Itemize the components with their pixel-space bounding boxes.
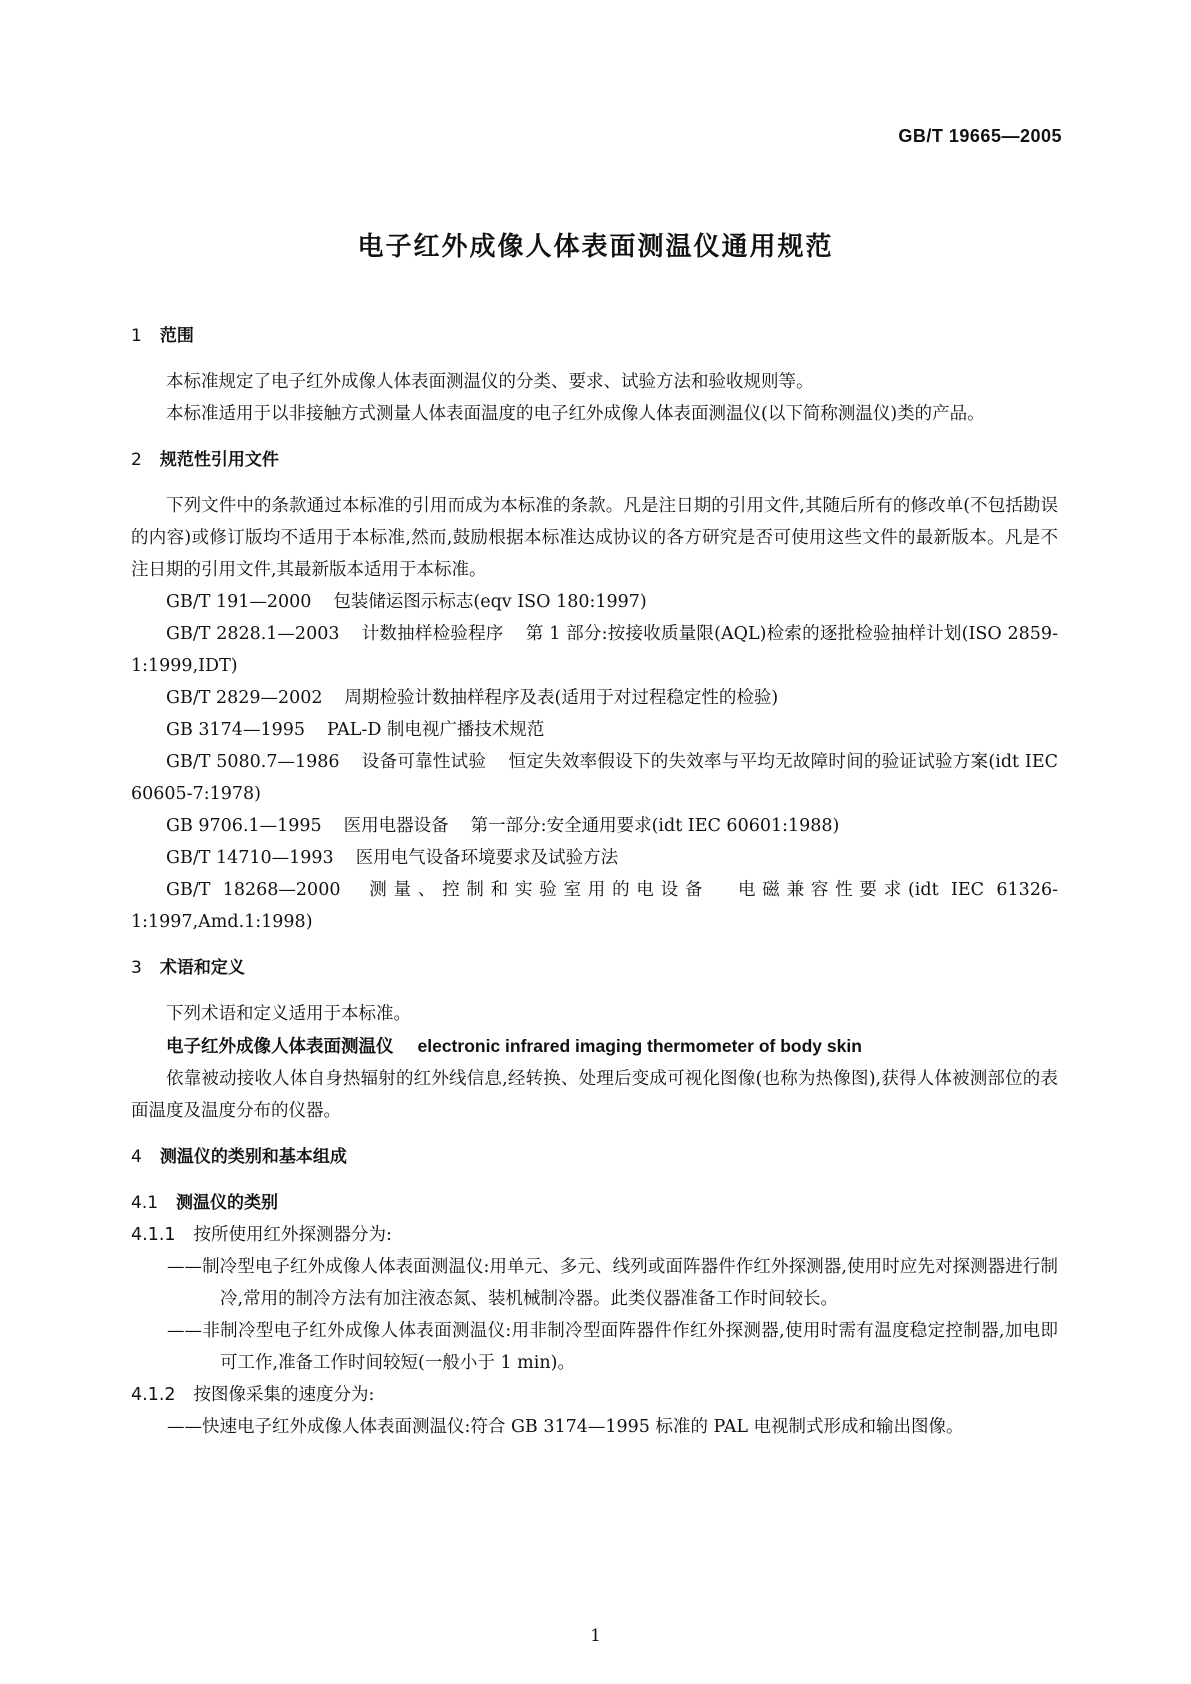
reference-subtitle: 第 1 部分:按接收质量限(AQL)检索的逐批检验抽样计划(ISO 2859-1:1999,IDT) [131,624,1058,676]
subsection-number: 4.1 [131,1193,159,1213]
term-chinese: 电子红外成像人体表面测温仪 [166,1037,394,1057]
clause-text: 按所使用红外探测器分为: [193,1225,392,1245]
reference-code: GB/T 191—2000 [166,592,312,612]
section-3-heading [131,952,1058,984]
section-number: 1 [131,326,142,346]
clause-number: 4.1.1 [131,1225,176,1245]
subsection-title: 测温仪的类别 [176,1193,279,1213]
reference-title: 计数抽样检验程序 [361,624,504,644]
subsection-4-1-heading [131,1187,1058,1219]
document-body [131,320,1058,1443]
reference-title: 设备可靠性试验 [361,752,487,772]
section-number: 4 [131,1147,142,1167]
reference-title: 周期检验计数抽样程序及表(适用于对过程稳定性的检验) [344,688,779,708]
reference-code: GB 3174—1995 [166,720,305,740]
reference-item [131,714,1058,746]
reference-code: GB/T 2828.1—2003 [166,624,340,644]
section-title: 测温仪的类别和基本组成 [159,1147,347,1167]
reference-subtitle: 电磁兼容性要求(idt IEC 61326-1:1997,Amd.1:1998) [131,880,1058,932]
reference-item [131,682,1058,714]
reference-item [131,810,1058,842]
term-english: electronic infrared imaging thermometer of body skin [417,1036,862,1056]
reference-title: 包装储运图示标志(eqv ISO 180:1997) [333,592,647,612]
clause-4-1-1 [131,1219,1058,1251]
reference-code: GB 9706.1—1995 [166,816,322,836]
section-title: 术语和定义 [159,958,245,978]
term-definition: 依靠被动接收人体自身热辐射的红外线信息,经转换、处理后变成可视化图像(也称为热像图),获得人体被测部位的表面温度及温度分布的仪器。 [131,1069,1058,1121]
list-item: ——快速电子红外成像人体表面测温仪:符合 GB 3174—1995 标准的 PAL 电视制式形成和输出图像。 [167,1417,964,1437]
section-4-heading [131,1141,1058,1173]
reference-code: GB/T 18268—2000 [166,880,341,900]
paragraph: 本标准适用于以非接触方式测量人体表面温度的电子红外成像人体表面测温仪(以下简称测温仪)类的产品。 [166,404,985,424]
section-title: 范围 [159,326,194,346]
paragraph: 本标准规定了电子红外成像人体表面测温仪的分类、要求、试验方法和验收规则等。 [166,372,814,392]
reference-code: GB/T 5080.7—1986 [166,752,340,772]
reference-subtitle: 第一部分:安全通用要求(idt IEC 60601:1988) [470,816,840,836]
page-number: 1 [590,1626,601,1646]
reference-subtitle: 恒定失效率假设下的失效率与平均无故障时间的验证试验方案(idt IEC 60605-7:1978) [131,752,1058,804]
section-1-heading [131,320,1058,352]
paragraph: 下列术语和定义适用于本标准。 [166,1004,411,1024]
reference-item [131,586,1058,618]
list-item: ——非制冷型电子红外成像人体表面测温仪:用非制冷型面阵器件作红外探测器,使用时需有温度稳定控制器,加电即可工作,准备工作时间较短(一般小于 1 min)。 [167,1321,1058,1373]
clause-number: 4.1.2 [131,1385,176,1405]
reference-code: GB/T 2829—2002 [166,688,323,708]
standard-number: GB/T 19665—2005 [898,126,1062,146]
reference-item [131,874,1058,938]
reference-title: 医用电器设备 [343,816,449,836]
section-title: 规范性引用文件 [159,450,279,470]
section-number: 2 [131,450,142,470]
reference-item [131,746,1058,810]
list-item: ——制冷型电子红外成像人体表面测温仪:用单元、多元、线列或面阵器件作红外探测器,使用时应先对探测器进行制冷,常用的制冷方法有加注液态氮、装机械制冷器。此类仪器准备工作时间较长。 [167,1257,1058,1309]
clause-text: 按图像采集的速度分为: [193,1385,375,1405]
section-number: 3 [131,958,142,978]
clause-4-1-2 [131,1379,1058,1411]
reference-code: GB/T 14710—1993 [166,848,334,868]
reference-title: 医用电气设备环境要求及试验方法 [355,848,619,868]
reference-item [131,842,1058,874]
reference-title: PAL-D 制电视广播技术规范 [326,720,545,740]
reference-title: 测量、控制和实验室用的电设备 [362,880,710,900]
reference-item [131,618,1058,682]
section-2-heading [131,444,1058,476]
document-title: 电子红外成像人体表面测温仪通用规范 [357,232,834,262]
paragraph: 下列文件中的条款通过本标准的引用而成为本标准的条款。凡是注日期的引用文件,其随后所有的修改单(不包括勘误的内容)或修订版均不适用于本标准,然而,鼓励根据本标准达成协议的各方研究是否可使用这些文件的最新版本。凡是不注日期的引用文件,其最新版本适用于本标准。 [131,496,1058,580]
term-entry [131,1030,1058,1063]
